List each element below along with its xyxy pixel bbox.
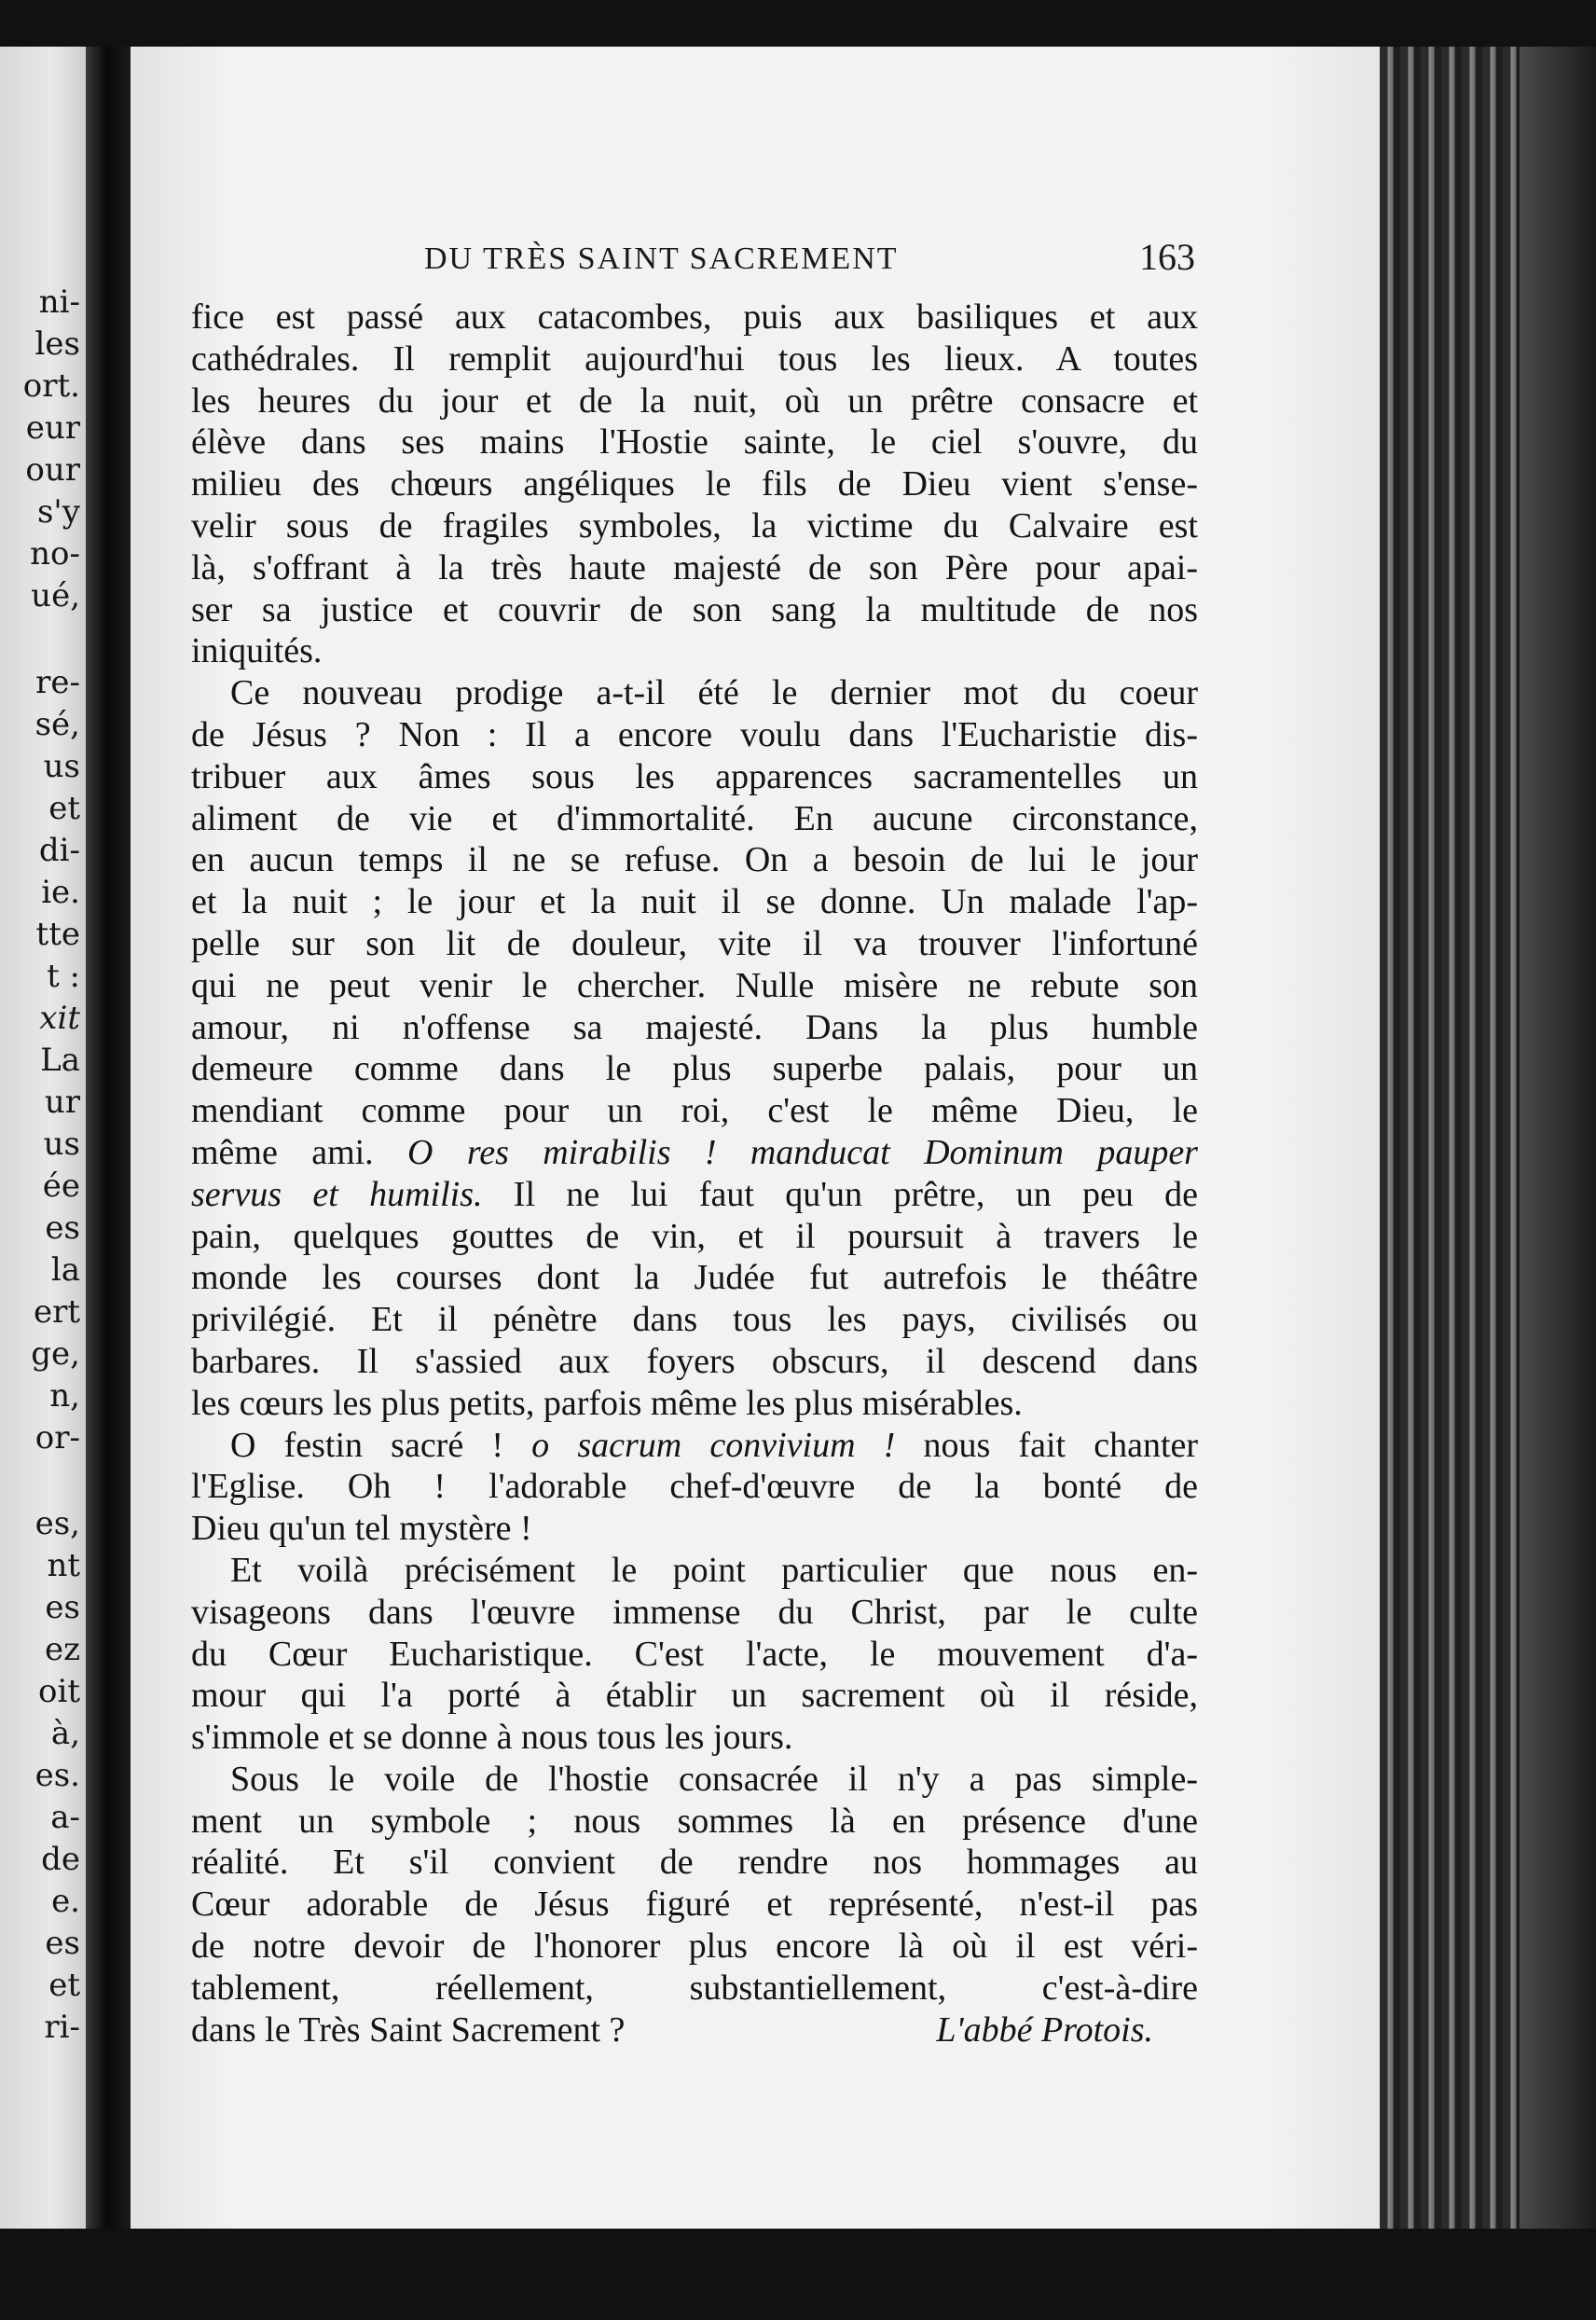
text-line: monde les courses dont la Judée fut autrefois le théâtre [191, 1258, 1198, 1298]
text-segment: Il ne lui faut qu'un prêtre, un peu de [513, 1174, 1199, 1214]
text-line: de notre devoir de l'honorer plus encore là où il est véri- [191, 1926, 1198, 1967]
text-line: l'Eglise. Oh ! l'adorable chef-d'œuvre de la bonté de [191, 1467, 1198, 1507]
author-signature: L'abbé Protois. [936, 2009, 1153, 2050]
page-edges [1380, 47, 1520, 2229]
text-line-with-italic [191, 1425, 1198, 1467]
text-line-with-italic [191, 1174, 1198, 1216]
left-page-fragment: et [48, 1967, 80, 2004]
text-line: en aucun temps il ne se refuse. On a besoin de lui le jour [191, 840, 1198, 880]
text-line: élève dans ses mains l'Hostie sainte, le ciel s'ouvre, du [191, 422, 1198, 463]
left-page-fragment: ni- [38, 283, 80, 321]
latin-quote: servus et humilis. [191, 1174, 483, 1214]
left-page-fragment: ie. [41, 874, 80, 911]
left-page-fragment: or- [34, 1419, 80, 1457]
left-page-fragment: oit [37, 1673, 80, 1710]
left-page-fragment: es, [34, 1505, 80, 1542]
left-page-fragment: our [25, 451, 80, 489]
book-gutter [86, 47, 131, 2229]
left-page-fragment: us [43, 748, 80, 785]
text-line: s'immole et se donne à nous tous les jours. [191, 1718, 793, 1758]
text-line: barbares. Il s'assied aux foyers obscurs, il descend dans [191, 1341, 1198, 1381]
text-line: pelle sur son lit de douleur, vite il va trouver l'infortuné [191, 923, 1198, 963]
text-line: aliment de vie et d'immortalité. En aucune circonstance, [191, 798, 1198, 838]
left-page-fragment: es [45, 1209, 80, 1247]
text-line: Et voilà précisément le point particulier que nous en- [230, 1550, 1198, 1590]
latin-quote: O res mirabilis ! manducat Dominum pauper [407, 1132, 1198, 1172]
latin-quote: o sacrum convivium ! [531, 1425, 896, 1465]
left-facing-page [0, 47, 86, 2229]
text-line: velir sous de fragiles symboles, la victime du Calvaire est [191, 505, 1198, 545]
left-page-fragment: ée [42, 1167, 80, 1205]
text-segment: nous fait chanter [923, 1425, 1199, 1465]
left-page-fragment: t : [47, 958, 80, 995]
page-edges-shade [1520, 47, 1596, 2229]
text-line: qui ne peut venir le chercher. Nulle misère ne rebute son [191, 965, 1198, 1005]
left-page-fragment: eur [25, 409, 80, 447]
left-page-fragment: a- [50, 1799, 80, 1836]
text-line: réalité. Et s'il convient de rendre nos hommages au [191, 1843, 1198, 1883]
left-page-fragment: à, [50, 1715, 80, 1752]
left-page-fragment: xit [39, 1000, 80, 1037]
left-page-fragment: et [48, 790, 80, 827]
left-page-fragment: ort. [22, 367, 80, 405]
left-page-fragment: no- [30, 535, 80, 573]
page-number: 163 [1139, 236, 1195, 278]
text-line: amour, ni n'offense sa majesté. Dans la plus humble [191, 1007, 1198, 1047]
text-line: les heures du jour et de la nuit, où un prêtre consacre et [191, 380, 1198, 421]
text-line: mendiant comme pour un roi, c'est le même Dieu, le [191, 1091, 1198, 1131]
left-page-fragment: re- [35, 664, 80, 701]
left-page-fragment: La [40, 1042, 80, 1079]
left-page-fragment: ge, [31, 1335, 80, 1373]
left-page-fragment: ri- [44, 2009, 80, 2046]
left-page-fragment: les [34, 325, 80, 363]
left-page-fragment: es. [34, 1757, 80, 1794]
left-page-fragment: s'y [36, 493, 80, 531]
left-page-fragment: n, [49, 1377, 80, 1415]
left-page-fragment: ur [44, 1084, 80, 1121]
body-text [191, 297, 1198, 2051]
closing-line [191, 2009, 1198, 2051]
text-line: demeure comme dans le plus superbe palais, pour un [191, 1049, 1198, 1089]
text-line: milieu des chœurs angéliques le fils de Dieu vient s'ense- [191, 464, 1198, 504]
text-line: Cœur adorable de Jésus figuré et représenté, n'est-il pas [191, 1885, 1198, 1925]
left-page-fragment: tte [35, 916, 80, 953]
left-page-fragment: us [43, 1125, 80, 1163]
left-page-fragment: di- [38, 832, 80, 869]
text-line: cathédrales. Il remplit aujourd'hui tous les lieux. A toutes [191, 338, 1198, 379]
text-line: les cœurs les plus petits, parfois même les plus misérables. [191, 1383, 1023, 1423]
text-line: pain, quelques gouttes de vin, et il poursuit à travers le [191, 1216, 1198, 1256]
text-line: du Cœur Eucharistique. C'est l'acte, le mouvement d'a- [191, 1634, 1198, 1674]
left-page-fragment: ué, [31, 577, 80, 615]
running-head: DU TRÈS SAINT SACREMENT [424, 242, 899, 276]
text-line: ser sa justice et couvrir de son sang la multitude de nos [191, 589, 1198, 629]
text-line: privilégié. Et il pénètre dans tous les pays, civilisés ou [191, 1300, 1198, 1340]
text-line: ment un symbole ; nous sommes là en présence d'une [191, 1801, 1198, 1841]
text-line: visageons dans l'œuvre immense du Christ, par le culte [191, 1592, 1198, 1632]
text-segment: O festin sacré ! [230, 1425, 504, 1465]
left-page-fragment: nt [47, 1547, 80, 1584]
text-line: iniquités. [191, 631, 323, 671]
text-line: mour qui l'a porté à établir un sacrement où il réside, [191, 1676, 1198, 1716]
text-line: Dieu qu'un tel mystère ! [191, 1509, 532, 1549]
text-line: là, s'offrant à la très haute majesté de son Père pour apai- [191, 547, 1198, 587]
text-line: fice est passé aux catacombes, puis aux basiliques et aux [191, 297, 1198, 337]
left-page-fragment: la [50, 1251, 80, 1289]
left-page-fragment: ez [44, 1631, 80, 1668]
text-segment: dans le Très Saint Sacrement ? [191, 2009, 626, 2050]
left-page-fragment: sé, [34, 706, 80, 743]
left-page-fragment: ert [33, 1293, 80, 1331]
text-line: et la nuit ; le jour et la nuit il se donne. Un malade l'ap- [191, 882, 1198, 922]
text-line: Ce nouveau prodige a-t-il été le dernier mot du coeur [230, 673, 1198, 713]
left-page-fragment: es [45, 1589, 80, 1626]
text-line: de Jésus ? Non : Il a encore voulu dans l'Eucharistie dis- [191, 714, 1198, 754]
text-line-with-italic [191, 1132, 1198, 1174]
left-page-fragment: de [41, 1841, 80, 1878]
text-line: tablement, réellement, substantiellement, c'est-à-dire [191, 1968, 1198, 2008]
left-page-fragment: e. [51, 1883, 80, 1920]
text-line: Sous le voile de l'hostie consacrée il n'y a pas simple- [230, 1759, 1198, 1799]
left-page-fragment: es [45, 1925, 80, 1962]
text-segment: même ami. [191, 1132, 374, 1172]
text-line: tribuer aux âmes sous les apparences sacramentelles un [191, 756, 1198, 796]
